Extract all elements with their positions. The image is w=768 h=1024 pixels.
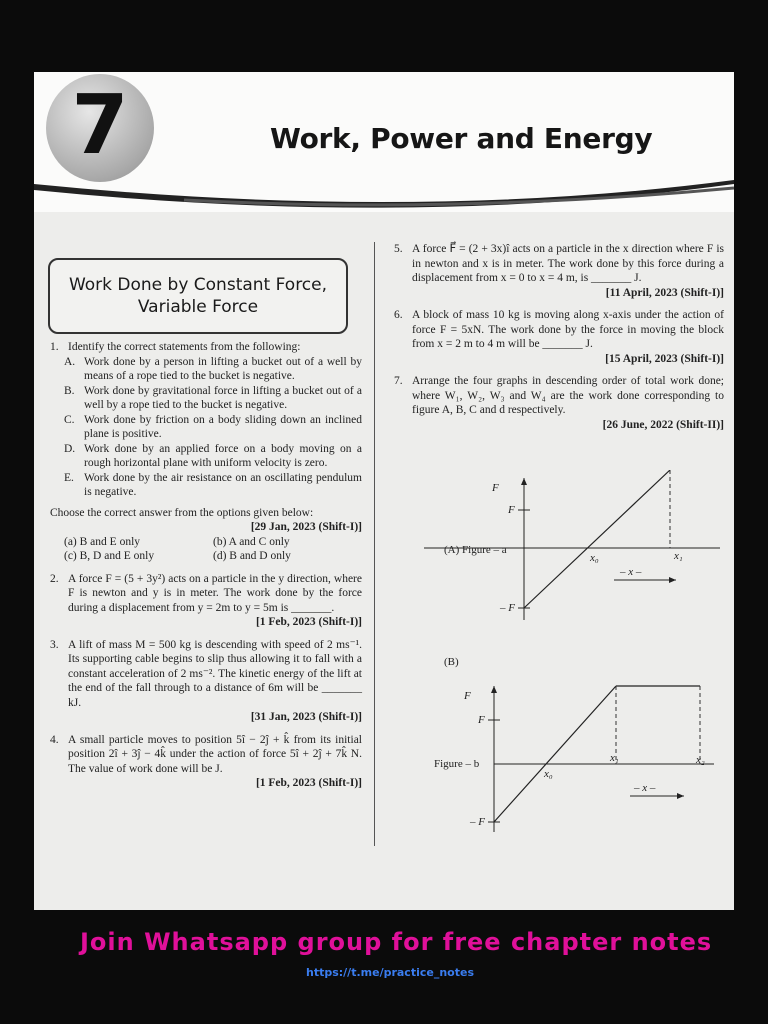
question-text: A small particle moves to position 5î − 2ĵ + k̂ from its initial position 2î + 3ĵ − 4k̂ under the action of force 5î + 2ĵ + 7k̂ N. The value of work done will be J. [68,733,362,775]
header-swoosh [34,72,734,212]
statement-text: Work done by friction on a body sliding down an inclined plane is positive. [84,413,362,440]
f-label: F [508,504,515,516]
y-axis-label: F [464,690,471,702]
question-source: [11 April, 2023 (Shift-I)] [605,286,724,299]
question-source: [26 June, 2022 (Shift-II)] [602,418,724,431]
statement [64,413,362,442]
question-5 [394,242,724,300]
statement-letter: E. [64,471,74,484]
question-source: [31 Jan, 2023 (Shift-I)] [250,711,362,723]
statement-text: Work done by gravitational force in lifting a bucket out of a well by a rope tied to the bucket is negative. [84,384,362,411]
figure-b-caption: (B) [444,656,459,668]
section-title: Work Done by Constant Force, Variable Force [68,274,328,317]
question-source: [1 Feb, 2023 (Shift-I)] [255,616,362,628]
statement [64,442,362,471]
question-number: 2. [50,572,59,585]
statement-letter: A. [64,355,76,368]
figure-a [394,470,724,650]
statement [64,471,362,500]
force-line [524,470,670,608]
statement-text: Work done by a person in lifting a bucket out of a well by means of a rope tied to the bucket is negative. [84,355,362,382]
option-a: (a) B and E only [64,535,141,548]
question-7 [394,374,724,432]
statement-text: Work done by the air resistance on an oscillating pendulum is negative. [84,471,362,498]
option-d: (d) B and D only [213,550,291,562]
column-divider [374,242,375,846]
answer-options [64,535,362,564]
y-axis-label: F [492,482,499,494]
question-text: A block of mass 10 kg is moving along x-axis under the action of force F = 5xN. The work done by the force in moving the block from x = 2 m to 4 m will be _______ J. [412,309,724,350]
question-number: 7. [394,375,403,387]
question-source: [1 Feb, 2023 (Shift-I)] [255,777,362,789]
f-label: F [478,714,485,726]
question-text: Arrange the four graphs in descending order of total work done; where W₁, W₂, W₃ and W₄ are the work done corresponding to figure A, B, C and d respectively. [412,375,724,416]
x-direction-arrow-icon [669,577,676,583]
question-number: 4. [50,733,59,746]
question-instruction: Choose the correct answer from the options given below: [50,506,314,519]
question-4 [50,733,362,791]
question-text: A lift of mass M = 500 kg is descending with speed of 2 ms⁻¹. Its supporting cable begins to slip thus allowing it to fall with a constant acceleration of 2 ms⁻². The kinetic energy of the lift at the end of the fall through to a distance of 6m will be _______ kJ. [68,638,362,709]
statement [64,355,362,384]
promo-banner: Join Whatsapp group for free chapter notes [80,928,713,956]
y-axis-arrow-icon [521,478,527,485]
x2-label: x₂ [696,754,705,766]
x1-label: x₁ [674,550,683,562]
option-c: (c) B, D and E only [64,550,155,562]
question-3 [50,638,362,725]
option-b: (b) A and C only [213,535,290,548]
statement-letter: C. [64,413,75,426]
statement-letter: B. [64,384,75,397]
force-line [494,686,616,822]
question-text: A force F = (5 + 3y²) acts on a particle in the y direction, where F is newton and y is in meter. The work done by the force during a displacement from y = 2m to y = 5m is _______. [68,572,362,614]
neg-f-label: – F [500,602,515,614]
x-direction-label: – x – [620,566,642,578]
question-text: Identify the correct statements from the following: [68,341,301,353]
promo-link[interactable]: https://t.me/practice_notes [306,966,474,979]
chapter-header [34,72,734,212]
y-axis-arrow-icon [491,686,497,693]
chapter-title: Work, Power and Energy [270,122,653,155]
question-1 [50,340,362,564]
left-column [50,340,362,799]
chapter-number: 7 [71,78,129,173]
document-page [34,72,734,910]
statement-text: Work done by an applied force on a body moving on a rough horizontal plane with uniform velocity is zero. [84,442,362,469]
figure-b-graph [394,656,724,836]
question-text: A force F⃗ = (2 + 3x)î acts on a particle in the x direction where F is in newton and x is in meter. The work done by this force during a displacement from x = 0 to x = 4 m, is _______ J. [412,243,724,284]
question-2 [50,572,362,630]
question-number: 3. [50,638,59,651]
x-direction-label: – x – [634,782,656,794]
figure-b [394,656,724,836]
statement-letter: D. [64,442,76,455]
figure-b-side-label: Figure – b [434,758,480,770]
question-source: [29 Jan, 2023 (Shift-I)] [250,521,362,533]
statement [64,384,362,413]
x0-label: x₀ [544,768,553,780]
question-number: 5. [394,243,403,255]
figure-a-caption: (A) Figure – a [444,544,507,556]
x-direction-arrow-icon [677,793,684,799]
question-source: [15 April, 2023 (Shift-I)] [605,352,724,365]
x1-label: x₁ [610,752,619,764]
x0-label: x₀ [590,552,599,564]
right-column [394,242,724,440]
question-number: 6. [394,309,403,321]
neg-f-label: – F [470,816,485,828]
section-heading-box [48,258,348,334]
question-number: 1. [50,341,59,353]
question-6 [394,308,724,366]
